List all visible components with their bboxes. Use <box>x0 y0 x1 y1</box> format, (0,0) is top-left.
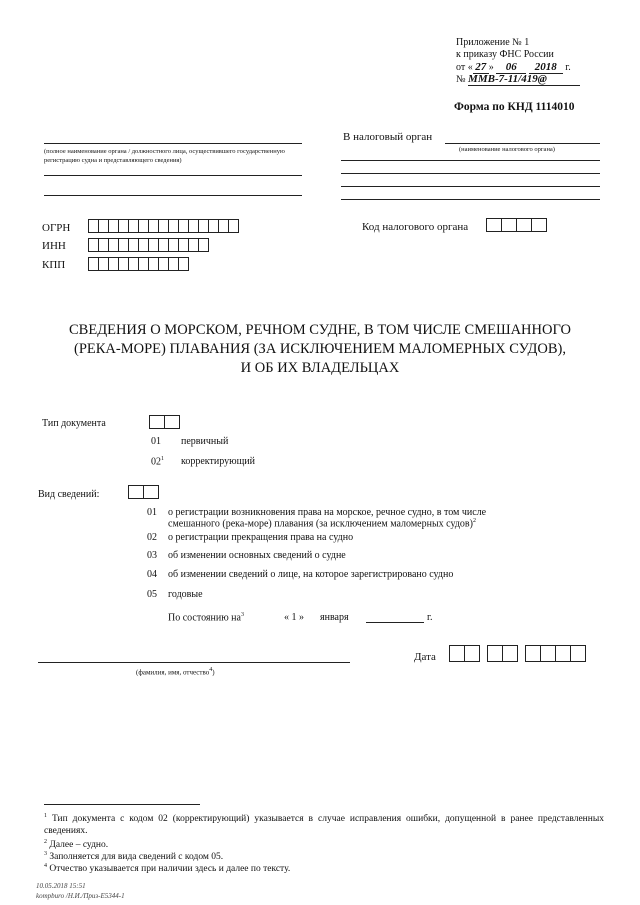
kpp-label: КПП <box>42 259 66 271</box>
org-name-line[interactable] <box>44 143 302 144</box>
footnote-4 <box>44 860 604 875</box>
title-line-1: СВЕДЕНИЯ О МОРСКОМ, РЕЧНОМ СУДНЕ, В ТОМ ЧИСЛЕ СМЕШАННОГО <box>69 322 571 338</box>
info-type-label: Вид сведений: <box>38 489 100 500</box>
date-suffix: г. <box>565 62 571 73</box>
title-line-2: (РЕКА-МОРЕ) ПЛАВАНИЯ (ЗА ИСКЛЮЧЕНИЕМ МАЛОМЕРНЫХ СУДОВ), <box>74 341 566 357</box>
as-of-label <box>168 612 244 623</box>
info-code-03: 03 <box>147 550 157 561</box>
info-text-02: о регистрации прекращения права на судно <box>168 532 354 543</box>
doc-type-text-02: корректирующий <box>181 456 255 467</box>
org-line-2[interactable] <box>44 175 302 176</box>
doc-type-code-01: 01 <box>151 436 161 447</box>
full-name-caption-end: ) <box>212 668 215 677</box>
inn-label: ИНН <box>42 240 66 252</box>
number-prefix: № <box>456 74 466 85</box>
tax-authority-caption: (наименование налогового органа) <box>459 146 555 153</box>
info-code-02: 02 <box>147 532 157 543</box>
order-label: к приказу ФНС России <box>456 49 554 60</box>
date-mid: » <box>488 62 494 73</box>
ogrn-label: ОГРН <box>42 222 71 234</box>
footnote-ref-2: 2 <box>472 518 476 524</box>
org-name-caption: (полное наименование органа / должностного лица, осуществившего государственную регистрацию судна и представляющего сведения) <box>44 148 285 164</box>
form-code: Форма по КНД 1114010 <box>454 101 575 113</box>
print-stamp-line-1: 10.05.2018 15:51 <box>36 882 86 890</box>
number-value: ММВ-7-11/419@ <box>468 73 580 86</box>
info-code-05: 05 <box>147 589 157 600</box>
as-of-year-suffix: г. <box>427 612 433 623</box>
tax-authority-label: В налоговый орган <box>343 131 433 143</box>
date-prefix: от « <box>456 62 473 73</box>
doc-type-cells[interactable] <box>149 415 180 429</box>
date-month: 06 <box>496 61 526 74</box>
as-of-month: января <box>320 612 349 623</box>
footnote-2-num: 2 <box>44 839 47 845</box>
tax-code-cells[interactable] <box>486 218 547 232</box>
footnote-2-text: Далее – судно. <box>49 840 109 851</box>
print-stamp-line-2: kompburo /Н.И./Приз-E5344-1 <box>36 892 125 900</box>
as-of-year-field[interactable] <box>366 622 424 623</box>
info-text-01-cont: смешанного (река-море) плавания (за исключением маломерных судов) <box>168 518 473 530</box>
as-of-text: По состоянию на <box>168 612 241 624</box>
date-day: 27 <box>473 61 489 74</box>
full-name-caption-text: (фамилия, имя, отчество <box>136 668 210 677</box>
footnote-1-num: 1 <box>44 813 47 819</box>
org-line-3[interactable] <box>44 195 302 196</box>
footnote-ref-4: 4 <box>209 667 213 673</box>
footnote-ref-1: 1 <box>161 456 164 462</box>
info-text-05: годовые <box>168 589 203 600</box>
footnote-3-text: Заполняется для вида сведений с кодом 05. <box>49 852 224 863</box>
document-title <box>20 321 620 378</box>
info-text-04: об изменении сведений о лице, на которое зарегистрировано судно <box>168 569 454 580</box>
footnote-divider <box>44 804 200 805</box>
footnote-1 <box>44 810 604 837</box>
tax-authority-line[interactable] <box>445 143 600 144</box>
doc-type-code-02-num: 02 <box>151 456 161 468</box>
info-type-cells[interactable] <box>128 485 159 499</box>
doc-type-code-02 <box>151 456 164 467</box>
tax-line-3[interactable] <box>341 186 600 187</box>
date-label: Дата <box>414 651 436 663</box>
full-name-caption <box>136 667 215 676</box>
tax-line-2[interactable] <box>341 173 600 174</box>
date-month-cells[interactable] <box>487 645 518 662</box>
footnote-4-text: Отчество указывается при наличии здесь и далее по тексту. <box>49 864 291 875</box>
date-year: 2018 <box>529 61 563 74</box>
footnote-4-num: 4 <box>44 863 47 869</box>
appendix-label: Приложение № 1 <box>456 37 530 48</box>
info-text-01: о регистрации возникновения права на морское, речное судно, в том числе <box>168 507 487 518</box>
tax-line-1[interactable] <box>341 160 600 161</box>
footnote-1-text: Тип документа с кодом 02 (корректирующий) указывается в случае исправления ошибки, допущенной в ранее представленных сведениях. <box>44 814 604 837</box>
date-year-cells[interactable] <box>525 645 586 662</box>
date-day-cells[interactable] <box>449 645 480 662</box>
footnote-ref-3: 3 <box>240 612 244 618</box>
full-name-line[interactable] <box>38 662 350 663</box>
info-code-04: 04 <box>147 569 157 580</box>
footnote-3-num: 3 <box>44 851 47 857</box>
doc-type-label: Тип документа <box>42 418 106 429</box>
kpp-cells[interactable] <box>88 257 189 271</box>
info-text-03: об изменении основных сведений о судне <box>168 550 346 561</box>
info-text-01b <box>168 518 476 529</box>
order-number <box>456 73 580 86</box>
title-line-3: И ОБ ИХ ВЛАДЕЛЬЦАХ <box>240 360 400 376</box>
inn-cells[interactable] <box>88 238 209 252</box>
info-code-01: 01 <box>147 507 157 518</box>
ogrn-cells[interactable] <box>88 219 239 233</box>
tax-line-4[interactable] <box>341 199 600 200</box>
doc-type-text-01: первичный <box>181 436 229 447</box>
as-of-day: « 1 » <box>284 612 304 623</box>
tax-code-label: Код налогового органа <box>362 221 469 233</box>
